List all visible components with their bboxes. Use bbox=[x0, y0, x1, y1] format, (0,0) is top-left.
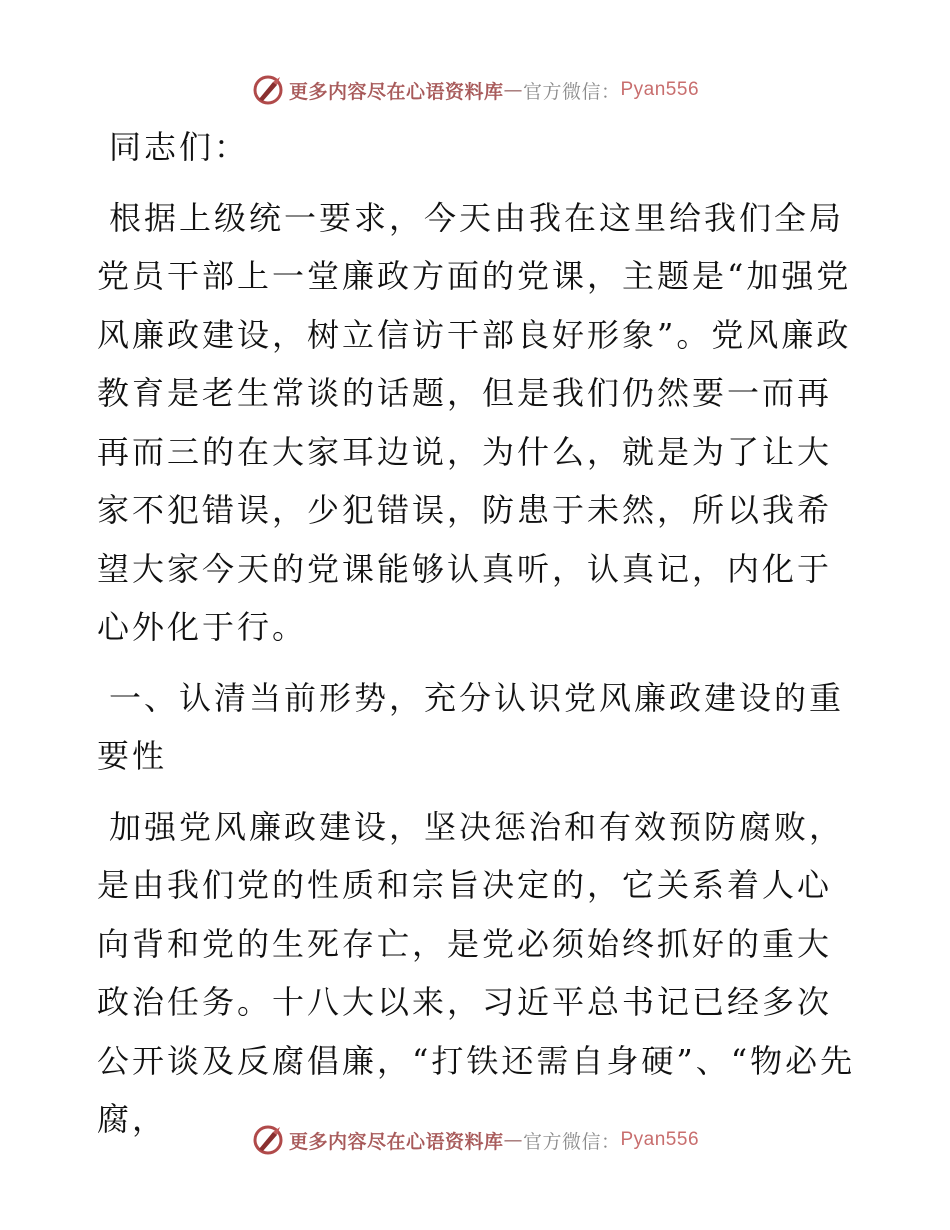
quill-pen-logo-icon bbox=[251, 73, 285, 107]
document-body bbox=[97, 118, 857, 1161]
header-watermark-banner bbox=[0, 70, 950, 110]
section-body-paragraph: 加强党风廉政建设，坚决惩治和有效预防腐败，是由我们党的性质和宗旨决定的，它关系着人心向背和党的生死存亡，是党必须始终抓好的重大政治任务。十八大以来，习近平总书记已经多次公开谈及反腐倡廉，“打铁还需自身硬”、“物必先腐， bbox=[97, 807, 856, 1138]
banner-dash: — bbox=[503, 1129, 523, 1151]
intro-paragraph: 根据上级统一要求，今天由我在这里给我们全局党员干部上一堂廉政方面的党课，主题是“加强党风廉政建设，树立信访干部良好形象”。党风廉政教育是老生常谈的话题，但是我们仍然要一而再再而三的在大家耳边说，为什么，就是为了让大家不犯错误，少犯错误，防患于未然，所以我希望大家今天的党课能够认真听，认真记，内化于心外化于行。 bbox=[97, 198, 852, 646]
banner-subtitle: 官方微信： bbox=[522, 80, 621, 103]
banner-wechat-id: Pyan556 bbox=[620, 1129, 700, 1150]
banner-title: 更多内容尽在心语资料库 bbox=[288, 1130, 504, 1153]
section-heading: 一、认清当前形势，充分认识党风廉政建设的重要性 bbox=[97, 678, 845, 775]
banner-title: 更多内容尽在心语资料库 bbox=[288, 80, 504, 103]
banner-subtitle: 官方微信： bbox=[522, 1130, 621, 1153]
banner-wechat-id: Pyan556 bbox=[620, 79, 700, 100]
footer-watermark-banner bbox=[0, 1120, 950, 1160]
quill-pen-logo-icon bbox=[251, 1123, 285, 1157]
greeting-paragraph: 同志们： bbox=[109, 128, 250, 166]
banner-dash: — bbox=[503, 79, 523, 101]
